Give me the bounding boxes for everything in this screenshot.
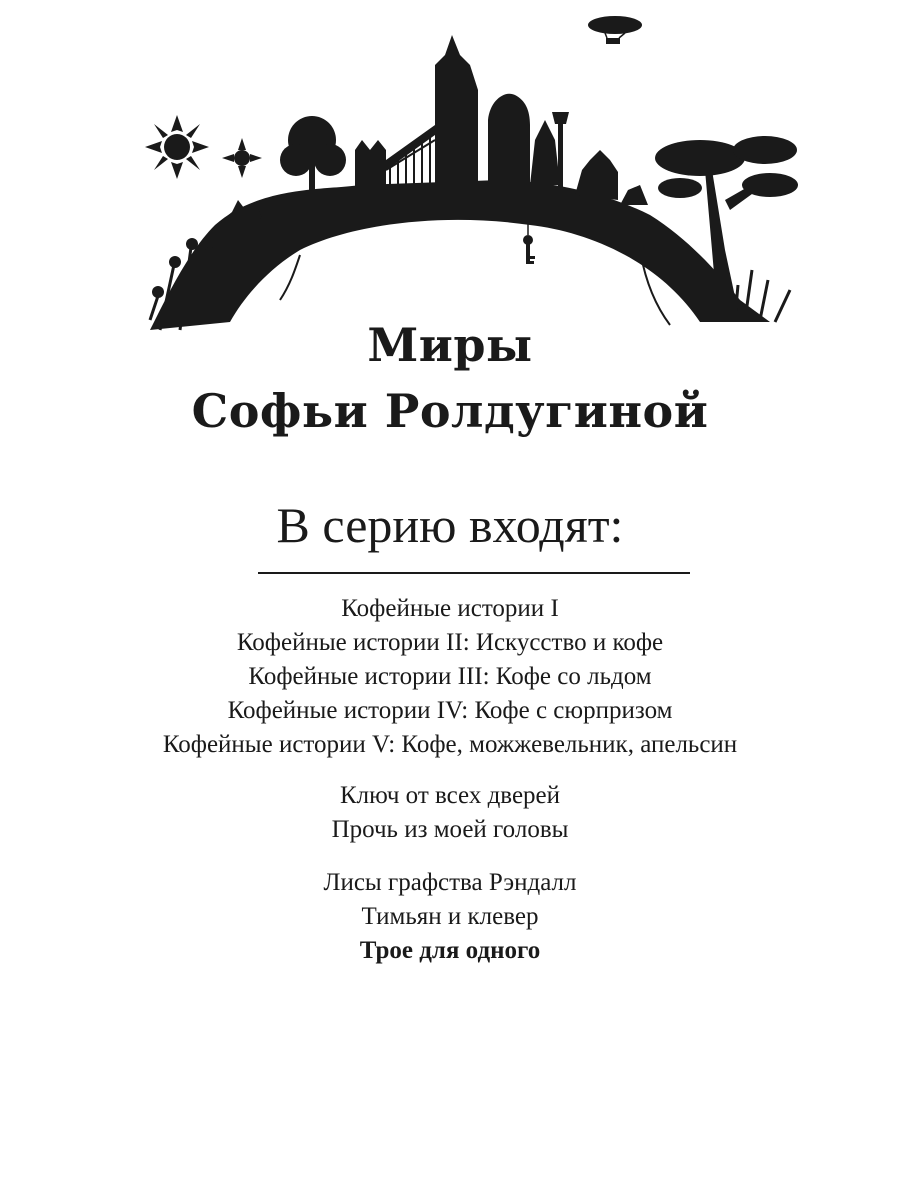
book-title: Лисы графства Рэндалл [323, 869, 577, 896]
small-sun-icon [222, 138, 262, 178]
title-line-2: Софьи Ролдугиной [191, 384, 709, 438]
hanging-vine [280, 255, 300, 300]
book-title: Кофейные истории V: Кофе, можжевельник, апельсин [162, 731, 738, 758]
book-title: Прочь из моей головы [331, 816, 569, 843]
book-title: Кофейные истории IV: Кофе с сюрпризом [227, 697, 673, 724]
airship-icon [588, 16, 642, 44]
book-title: Ключ от всех дверей [339, 782, 561, 809]
series-heading: В серию входят: [276, 497, 624, 553]
book-group-foxes [0, 866, 900, 968]
book-title-current: Трое для одного [359, 937, 541, 964]
lattice-bridge [386, 125, 435, 170]
title-line-1: Миры [367, 318, 533, 372]
lamp-post [558, 120, 563, 190]
book-title: Кофейные истории I [341, 595, 559, 622]
heading-divider [258, 572, 690, 574]
book-title: Тимьян и клевер [361, 903, 539, 930]
book-group-key [0, 779, 900, 847]
arch-bridge-silhouette [150, 180, 770, 330]
large-sun-icon [145, 115, 209, 179]
city-bridge-silhouette-illustration [0, 0, 900, 360]
book-group-coffee-stories [0, 592, 900, 762]
book-title: Кофейные истории II: Искусство и кофе [236, 629, 664, 656]
book-title: Кофейные истории III: Кофе со льдом [248, 663, 652, 690]
